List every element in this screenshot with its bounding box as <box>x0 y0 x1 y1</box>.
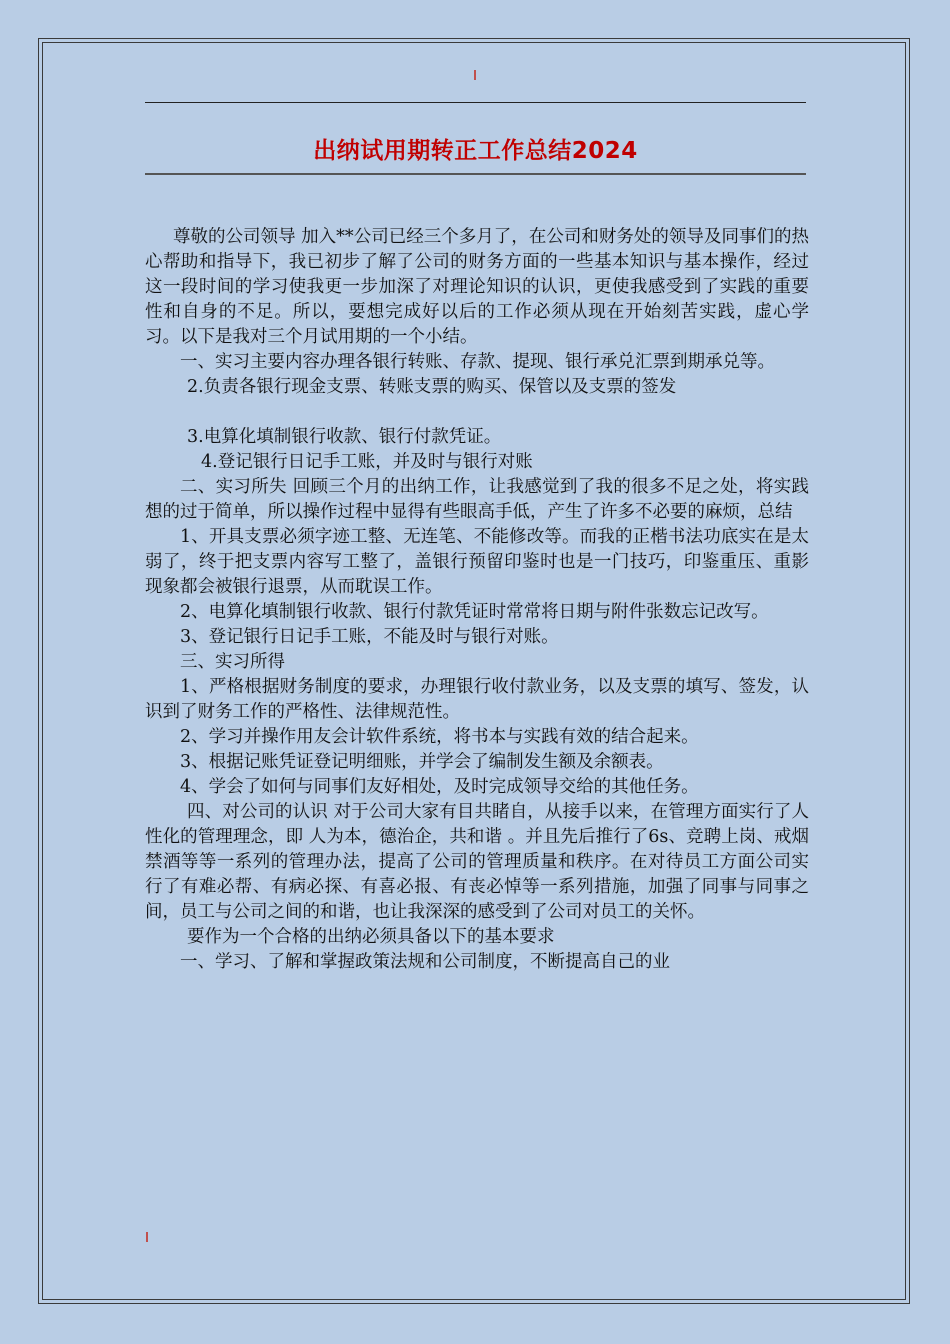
header-mark <box>474 70 476 80</box>
body-paragraph: 1、开具支票必须字迹工整、无连笔、不能修改等。而我的正楷书法功底实在是太弱了，终于把支票内容写工整了，盖银行预留印鉴时也是一门技巧，印鉴重压、重影现象都会被银行退票，从而耽误工作。 <box>145 527 809 597</box>
body-paragraph: 4.登记银行日记手工账，并及时与银行对账 <box>201 452 533 472</box>
body-paragraph: 2.负责各银行现金支票、转账支票的购买、保管以及支票的签发 <box>187 377 677 397</box>
document-title: 出纳试用期转正工作总结2024 <box>313 138 638 164</box>
body-paragraph: 3、根据记账凭证登记明细账，并学会了编制发生额及余额表。 <box>180 752 664 772</box>
body-paragraph: 尊敬的公司领导 加入**公司已经三个多月了，在公司和财务处的领导及同事们的热心帮助和指导下，我已初步了解了公司的财务方面的一些基本知识与基本操作，经过这一段时间的学习使我更一步加深了对理论知识的认识，更使我感受到了实践的重要性和自身的不足。所以，要想完成好以后的工作必须从现在开始刻苦实践，虚心学习。以下是我对三个月试用期的一个小结。 <box>145 227 809 347</box>
header-rule <box>145 102 806 103</box>
body-paragraph: 2、学习并操作用友会计软件系统，将书本与实践有效的结合起来。 <box>180 727 699 747</box>
body-paragraph: 一、学习、了解和掌握政策法规和公司制度，不断提高自己的业 <box>180 952 670 972</box>
body-paragraph: 3.电算化填制银行收款、银行付款凭证。 <box>187 427 502 447</box>
body-paragraph: 2、电算化填制银行收款、银行付款凭证时常常将日期与附件张数忘记改写。 <box>180 602 769 622</box>
footer-mark <box>146 1232 148 1242</box>
body-paragraph: 1、严格根据财务制度的要求，办理银行收付款业务，以及支票的填写、签发，认识到了财务工作的严格性、法律规范性。 <box>145 677 809 722</box>
body-paragraph: 二、实习所失 回顾三个月的出纳工作，让我感觉到了我的很多不足之处，将实践想的过于简单，所以操作过程中显得有些眼高手低，产生了许多不必要的麻烦，总结 <box>145 477 809 522</box>
body-paragraph: 一、实习主要内容办理各银行转账、存款、提现、银行承兑汇票到期承兑等。 <box>180 352 775 372</box>
body-paragraph: 4、学会了如何与同事们友好相处，及时完成领导交给的其他任务。 <box>180 777 699 797</box>
body-paragraph: 四、对公司的认识 对于公司大家有目共睹自，从接手以来，在管理方面实行了人性化的管理理念，即 人为本，德治企，共和谐 。并且先后推行了6s、竞聘上岗、戒烟禁酒等等一系列的管理办法，提高了公司的管理质量和秩序。在对待员工方面公司实行了有难必帮、有病必探、有喜必报、有丧必悼等一系列措施，加强了同事与同事之间，员工与公司之间的和谐，也让我深深的感受到了公司对员工的关怀。 <box>145 802 809 922</box>
body-paragraph: 三、实习所得 <box>180 652 285 672</box>
body-paragraph: 3、登记银行日记手工账，不能及时与银行对账。 <box>180 627 559 647</box>
body-paragraph: 要作为一个合格的出纳必须具备以下的基本要求 <box>187 927 555 947</box>
title-rule <box>145 173 806 175</box>
document-body <box>145 225 809 975</box>
paragraph-gap <box>145 400 809 425</box>
